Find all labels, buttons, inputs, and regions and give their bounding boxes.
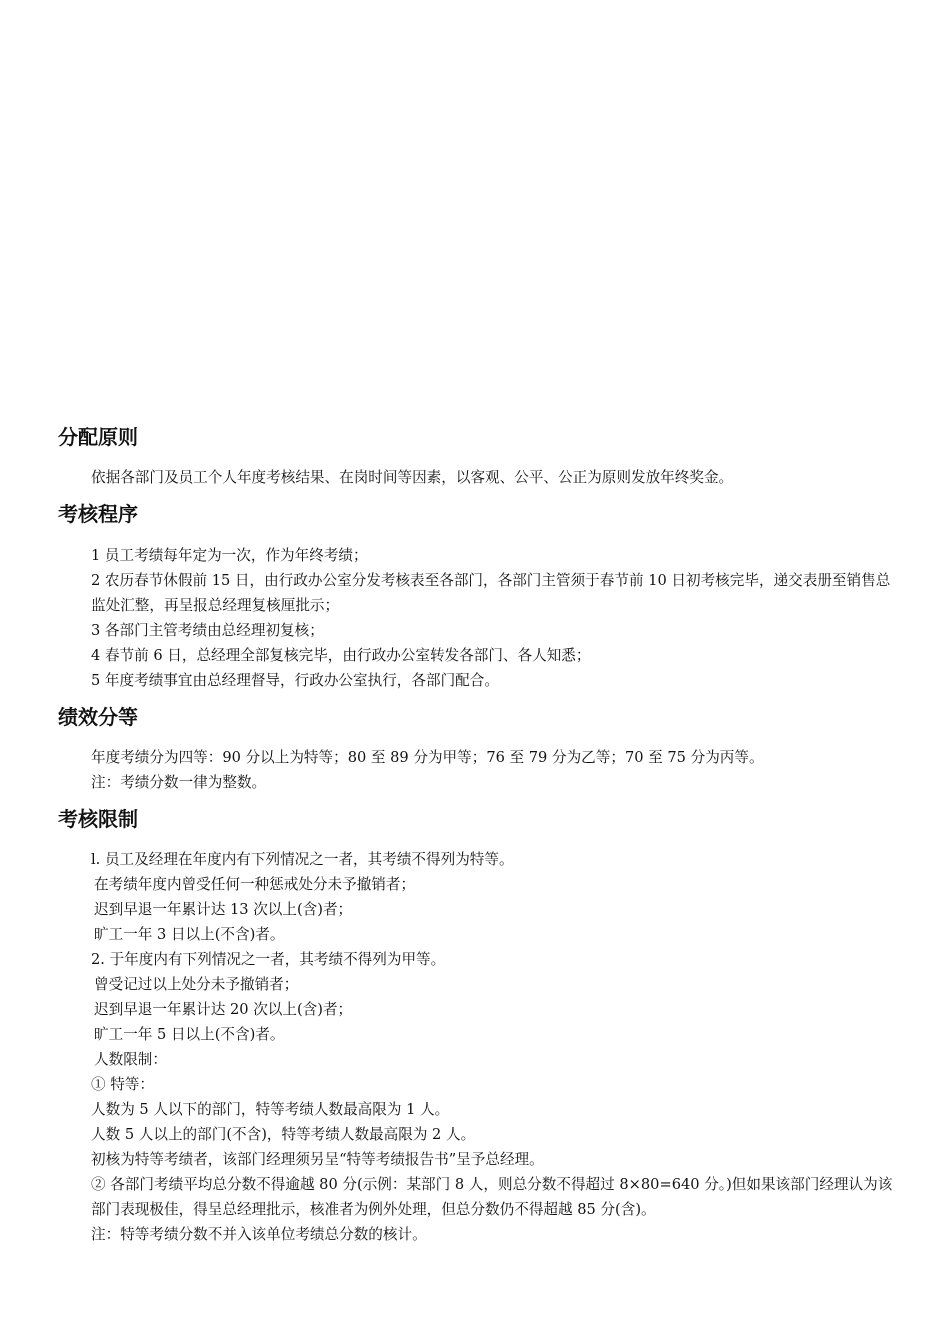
section-grading	[58, 704, 898, 795]
section-title-procedure: 考核程序	[58, 502, 138, 526]
list-item: 4 春节前 6 日，总经理全部复核完毕，由行政办公室转发各部门、各人知悉；	[91, 647, 591, 664]
list-item: 迟到早退一年累计达 20 次以上(含)者；	[94, 1001, 353, 1018]
list-item: 曾受记过以上处分未予撤销者；	[94, 976, 299, 993]
limits-text	[91, 847, 897, 1247]
list-item: 旷工一年 5 日以上(不含)者。	[94, 1026, 285, 1043]
note: 注：考绩分数一律为整数。	[91, 774, 267, 791]
section-title-distribution: 分配原则	[58, 425, 138, 449]
list-item: 2. 于年度内有下列情况之一者，其考绩不得列为甲等。	[91, 951, 446, 968]
list-item: 人数为 5 人以下的部门，特等考绩人数最高限为 1 人。	[91, 1101, 450, 1118]
paragraph: 年度考绩分为四等：90 分以上为特等；80 至 89 分为甲等；76 至 79 分为乙等；70 至 75 分为丙等。	[91, 749, 764, 766]
list-item: 3 各部门主管考绩由总经理初复核；	[91, 622, 324, 639]
section-limits	[58, 806, 898, 1247]
list-item: 2 农历春节休假前 15 日，由行政办公室分发考核表至各部门，各部门主管须于春节前 10 日初考核完毕，递交表册至销售总监处汇整，再呈报总经理复核厘批示；	[91, 572, 891, 614]
section-title-grading: 绩效分等	[58, 705, 138, 729]
list-item: ① 特等：	[91, 1076, 155, 1093]
list-item: 人数限制：	[94, 1051, 167, 1068]
section-procedure	[58, 501, 898, 693]
procedure-list	[91, 543, 897, 693]
list-item: 5 年度考绩事宜由总经理督导，行政办公室执行，各部门配合。	[91, 672, 499, 689]
section-distribution	[58, 424, 898, 490]
grading-text	[91, 745, 897, 795]
list-item: 迟到早退一年累计达 13 次以上(含)者；	[94, 901, 353, 918]
list-item: l. 员工及经理在年度内有下列情况之一者，其考绩不得列为特等。	[91, 851, 514, 868]
list-item: 在考绩年度内曾受任何一种惩戒处分未予撤销者；	[94, 876, 416, 893]
list-item: 初核为特等考绩者，该部门经理须另呈“特等考绩报告书”呈予总经理。	[91, 1151, 544, 1168]
list-item: 人数 5 人以上的部门(不含)，特等考绩人数最高限为 2 人。	[91, 1126, 476, 1143]
distribution-text	[91, 465, 897, 490]
note: 注：特等考绩分数不并入该单位考绩总分数的核计。	[91, 1226, 427, 1243]
section-title-limits: 考核限制	[58, 807, 138, 831]
paragraph: 依据各部门及员工个人年度考核结果、在岗时间等因素，以客观、公平、公正为原则发放年终奖金。	[91, 469, 734, 486]
list-item: 旷工一年 3 日以上(不含)者。	[94, 926, 285, 943]
list-item: ② 各部门考绩平均总分数不得逾越 80 分(示例：某部门 8 人，则总分数不得超过 8×80=640 分。)但如果该部门经理认为该部门表现极佳，得呈总经理批示，核准者为例外处理，但总分数仍不得超越 85 分(含)。	[91, 1176, 893, 1218]
list-item: 1 员工考绩每年定为一次，作为年终考绩；	[91, 547, 368, 564]
